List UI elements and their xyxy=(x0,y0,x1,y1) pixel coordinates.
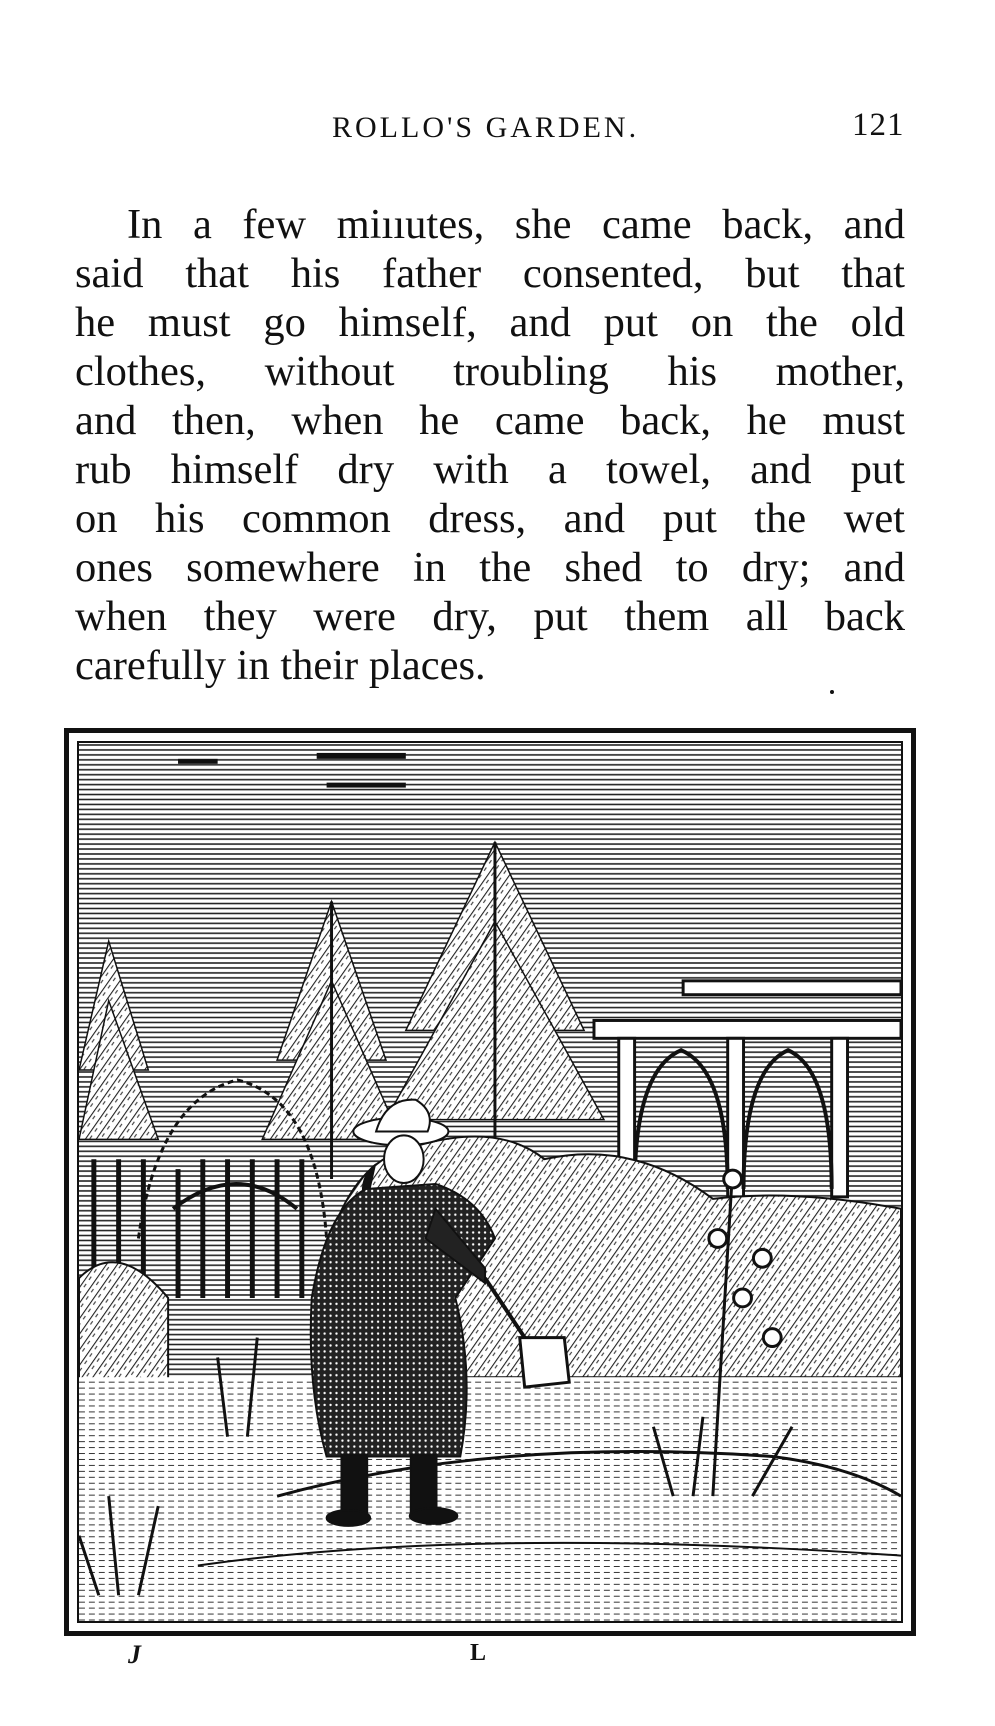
garden-scene-engraving xyxy=(79,743,901,1621)
body-paragraph xyxy=(75,200,905,690)
text-line: In a few miııutes, she came back, and xyxy=(127,201,905,248)
ink-speck xyxy=(830,690,834,694)
text-line: and then, when he came back, he must xyxy=(75,397,905,444)
text-line: ones somewhere in the shed to dry; and xyxy=(75,544,905,591)
engraving-illustration xyxy=(64,728,916,1636)
text-line: clothes, without troubling his mother, xyxy=(75,348,905,395)
signature-mark-right: L xyxy=(470,1640,487,1666)
garden-path xyxy=(79,1377,901,1621)
running-title: ROLLO'S GARDEN. xyxy=(332,111,640,144)
text-line: when they were dry, put them all back xyxy=(75,593,905,640)
text-line: carefully in their places. xyxy=(75,642,486,689)
text-line: rub himself dry with a towel, and put xyxy=(75,446,905,493)
illustration-inner-frame xyxy=(77,741,903,1623)
text-line: on his common dress, and put the wet xyxy=(75,495,905,542)
page-number: 121 xyxy=(852,107,905,143)
text-line: said that his father consented, but that xyxy=(75,250,905,297)
running-head xyxy=(0,103,995,143)
signature-mark-left: J xyxy=(128,1640,141,1669)
text-line: he must go himself, and put on the old xyxy=(75,299,905,346)
